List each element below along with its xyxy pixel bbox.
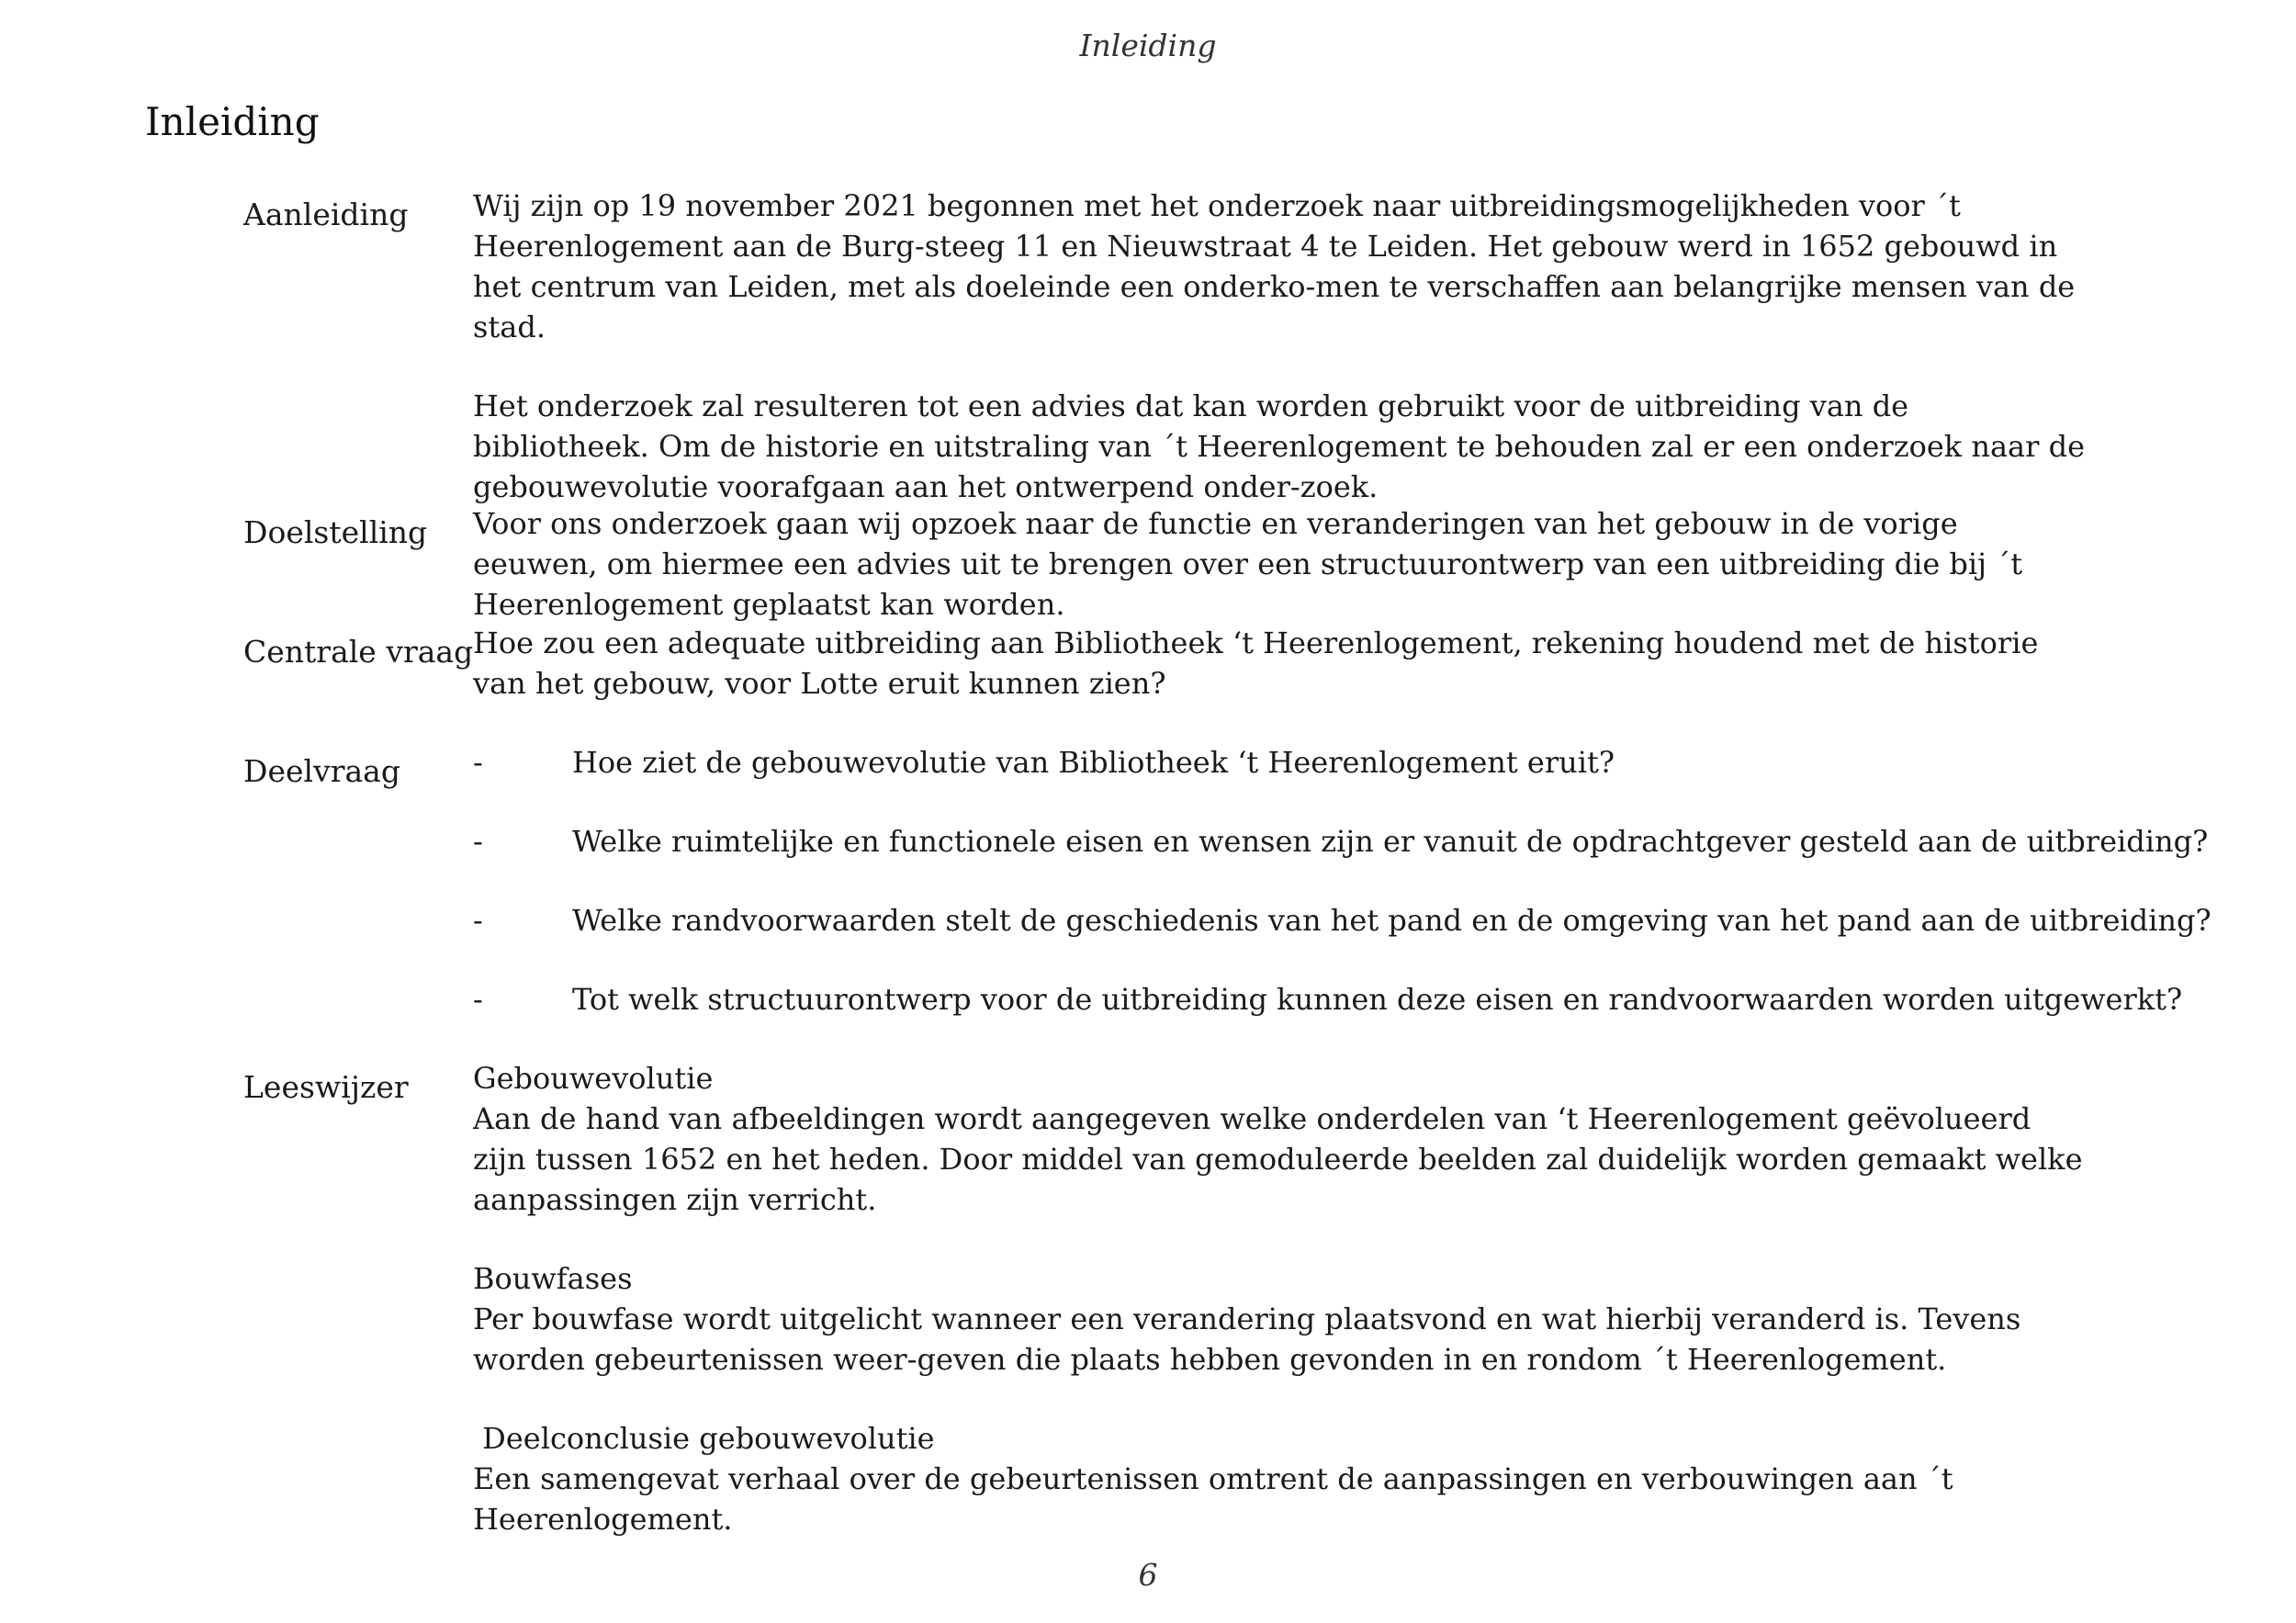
leeswijzer-heading-gebouwevolutie: Gebouwevolutie — [473, 1061, 714, 1096]
section-body-doelstelling — [473, 503, 2089, 625]
list-item — [473, 979, 2183, 1020]
leeswijzer-heading-deelconclusie: Deelconclusie gebouwevolutie — [473, 1421, 935, 1456]
section-body-aanleiding — [473, 186, 2089, 507]
aanleiding-paragraph-2: Het onderzoek zal resulteren tot een advies dat kan worden gebruikt voor de uitbreiding van de bibliotheek. Om de historie en uitstraling van ´t Heerenlogement te behouden zal er een onderzoek naar de gebouwevolutie voorafgaan aan het ontwerpend onder-zoek. — [473, 389, 2085, 504]
section-body-centrale-vraag — [473, 623, 2089, 704]
page-number: 6 — [1138, 1557, 1158, 1593]
list-item — [473, 821, 2209, 862]
running-header: Inleiding — [1079, 28, 1217, 63]
list-dash: - — [473, 982, 483, 1017]
centrale-vraag-text: Hoe zou een adequate uitbreiding aan Bibliotheek ‘t Heerenlogement, rekening houdend met de historie van het gebouw, voor Lotte eruit kunnen zien? — [473, 626, 2039, 701]
section-label-centrale-vraag: Centrale vraag — [243, 634, 474, 670]
leeswijzer-text-bouwfases: Per bouwfase wordt uitgelicht wanneer een verandering plaatsvond en wat hierbij veranderd is. Tevens worden gebeurtenissen weer-geven die plaats hebben gevonden in en rondom ´t Heerenlogement. — [473, 1302, 2021, 1377]
deelvraag-item-2: Welke ruimtelijke en functionele eisen en wensen zijn er vanuit de opdrachtgever gesteld aan de uitbreiding? — [572, 824, 2209, 859]
deelvraag-item-4: Tot welk structuurontwerp voor de uitbreiding kunnen deze eisen en randvoorwaarden worden uitgewerkt? — [572, 982, 2183, 1017]
leeswijzer-text-gebouwevolutie: Aan de hand van afbeeldingen wordt aangegeven welke onderdelen van ‘t Heerenlogement geëvolueerd zijn tussen 1652 en het heden. Door middel van gemoduleerde beelden zal duidelijk worden gemaakt welke aanpassingen zijn verricht. — [473, 1101, 2083, 1217]
section-label-doelstelling: Doelstelling — [243, 514, 428, 550]
section-label-aanleiding: Aanleiding — [243, 197, 409, 232]
doelstelling-text: Voor ons onderzoek gaan wij opzoek naar de functie en veranderingen van het gebouw in de vorige eeuwen, om hiermee een advies uit te brengen over een structuurontwerp van een uitbreiding die bij ´t Heerenlogement geplaatst kan worden. — [473, 506, 2023, 622]
section-body-leeswijzer — [473, 1058, 2089, 1539]
leeswijzer-heading-bouwfases: Bouwfases — [473, 1261, 633, 1296]
aanleiding-paragraph-1: Wij zijn op 19 november 2021 begonnen met het onderzoek naar uitbreidingsmogelijkheden voor ´t Heerenlogement aan de Burg-steeg 11 en Nieuwstraat 4 te Leiden. Het gebouw werd in 1652 gebouwd in het centrum van Leiden, met als doeleinde een onderko-men te verschaffen aan belangrijke mensen van de stad. — [473, 188, 2076, 344]
deelvraag-item-1: Hoe ziet de gebouwevolutie van Bibliotheek ‘t Heerenlogement eruit? — [572, 745, 1615, 780]
section-label-leeswijzer: Leeswijzer — [243, 1069, 409, 1105]
section-label-deelvraag: Deelvraag — [243, 753, 400, 789]
page-title: Inleiding — [145, 99, 320, 144]
leeswijzer-text-deelconclusie: Een samengevat verhaal over de gebeurtenissen omtrent de aanpassingen en verbouwingen aan ´t Heerenlogement. — [473, 1461, 1953, 1537]
list-item — [473, 742, 2089, 783]
list-dash: - — [473, 745, 483, 780]
deelvraag-item-3: Welke randvoorwaarden stelt de geschiedenis van het pand en de omgeving van het pand aan de uitbreiding? — [572, 903, 2212, 938]
list-item — [473, 900, 2212, 941]
section-body-deelvraag — [473, 742, 2212, 1020]
list-dash: - — [473, 903, 483, 938]
list-dash: - — [473, 824, 483, 859]
